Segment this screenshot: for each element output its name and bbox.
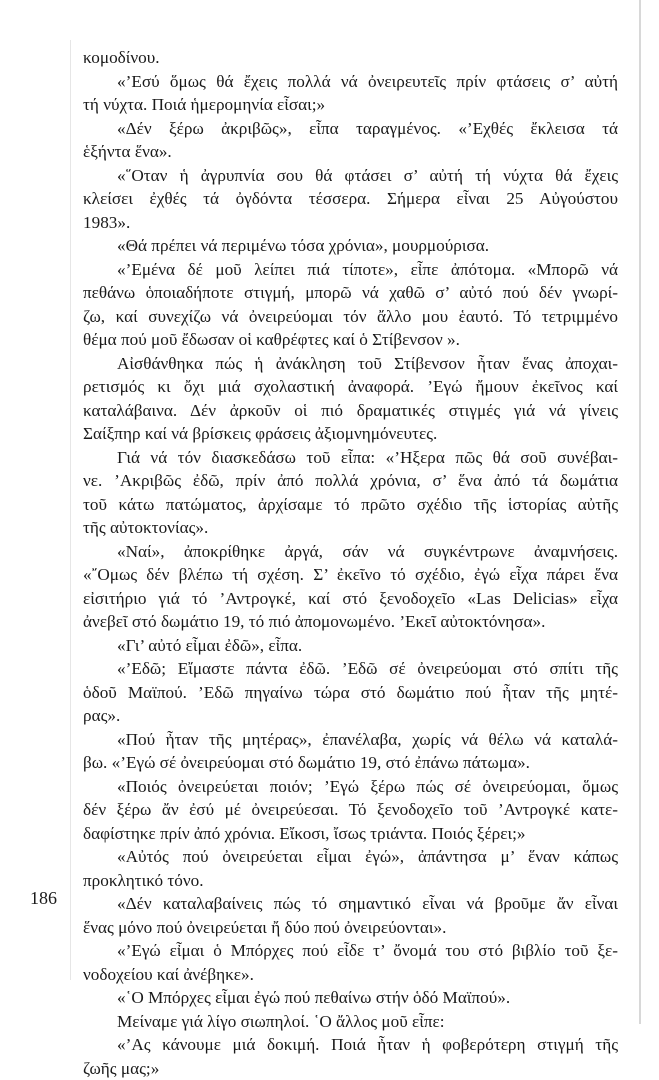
page-number: 186	[30, 888, 57, 909]
text-line: θέμα πού μοῦ ἔδωσαν οἱ καθρέφτες καί ὁ Στίβενσον ».	[83, 328, 618, 352]
text-line: «’Ας κάνουμε μιά δοκιμή. Ποιά ἦταν ἡ φοβερότερη στιγμή τῆς	[83, 1033, 618, 1057]
text-line: κομοδίνου.	[83, 46, 618, 70]
text-line: Σαίξπηρ καί νά βρίσκεις φράσεις ἀξιομνημόνευτες.	[83, 422, 618, 446]
text-line: «’Εσύ ὅμως θά ἔχεις πολλά νά ὀνειρευτεῖς πρίν φτάσεις σ’ αὐτή	[83, 70, 618, 94]
text-line: «Δέν ξέρω ἀκριβῶς», εἶπα ταραγμένος. «’Εχθές ἔκλεισα τά	[83, 117, 618, 141]
text-line: «Δέν καταλαβαίνεις πώς τό σημαντικό εἶναι νά βροῦμε ἄν εἶναι	[83, 892, 618, 916]
text-line: «Αὐτός πού ὀνειρεύεται εἶμαι ἐγώ», ἀπάντησα μ’ ἕναν κάπως	[83, 845, 618, 869]
text-line: δαφίστηκε πρίν ἀπό χρόνια. Εἴκοσι, ἴσως τριάντα. Ποιός ξέρει;»	[83, 822, 618, 846]
text-line: δέν ξέρω ἄν ἐσύ μέ ὀνειρεύεσαι. Τό ξενοδοχεῖο τοῦ ’Αντρογκέ κατε-	[83, 798, 618, 822]
text-line: κλείσει ἐχθές τά ὀγδόντα τέσσερα. Σήμερα εἶναι 25 Αὐγούστου	[83, 187, 618, 211]
text-line: «Πού ἦταν τῆς μητέρας», ἐπανέλαβα, χωρίς νά θέλω νά καταλά-	[83, 728, 618, 752]
text-line: «Γι’ αὐτό εἶμαι ἐδῶ», εἶπα.	[83, 634, 618, 658]
text-line: «῞Οταν ἡ ἀγρυπνία σου θά φτάσει σ’ αὐτή τή νύχτα θά ἔχεις	[83, 164, 618, 188]
text-line: τῆς αὐτοκτονίας».	[83, 516, 618, 540]
text-line: «’Εγώ εἶμαι ὁ Μπόρχες πού εἶδε τ’ ὄνομά του στό βιβλίο τοῦ ξε-	[83, 939, 618, 963]
text-line: ζω, καί συνεχίζω νά ὀνειρεύομαι τόν ἄλλο μου ἑαυτό. Τό τετριμμένο	[83, 305, 618, 329]
text-line: «Θά πρέπει νά περιμένω τόσα χρόνια», μουρμούρισα.	[83, 234, 618, 258]
body-text	[83, 46, 618, 1080]
scan-shadow-left	[70, 40, 71, 980]
text-line: Μείναμε γιά λίγο σιωπηλοί. ῾Ο ἄλλος μοῦ εἶπε:	[83, 1010, 618, 1034]
text-line: 1983».	[83, 211, 618, 235]
text-line: «῾Ο Μπόρχες εἶμαι ἐγώ πού πεθαίνω στήν ὁδό Μαϊπού».	[83, 986, 618, 1010]
text-line: Αἰσθάνθηκα πώς ἡ ἀνάκληση τοῦ Στίβενσον ἦταν ἕνας ἀποχαι-	[83, 352, 618, 376]
text-line: «’Εμένα δέ μοῦ λείπει πιά τίποτε», εἶπε ἀπότομα. «Μπορῶ νά	[83, 258, 618, 282]
text-line: «Ναί», ἀποκρίθηκε ἀργά, σάν νά συγκέντρωνε ἀναμνήσεις.	[83, 540, 618, 564]
text-line: ἕνας μόνο πού ὀνειρεύεται ἤ δύο πού ὀνειρεύονται».	[83, 916, 618, 940]
text-line: «Ποιός ὀνειρεύεται ποιόν; ’Εγώ ξέρω πώς σέ ὀνειρεύομαι, ὅμως	[83, 775, 618, 799]
text-line: πεθάνω ὁποιαδήποτε στιγμή, μπορῶ νά χαθῶ σ’ αὐτό πού δέν γνωρί-	[83, 281, 618, 305]
text-line: ὁδοῦ Μαϊπού. ’Εδῶ πηγαίνω τώρα στό δωμάτιο πού ἦταν τῆς μητέ-	[83, 681, 618, 705]
text-line: τοῦ κάτω πατώματος, ἀρχίσαμε τό πρῶτο σχέδιο τῆς ἱστορίας αὐτῆς	[83, 493, 618, 517]
text-line: νε. ’Ακριβῶς ἐδῶ, πρίν ἀπό πολλά χρόνια, σ’ ἕνα ἀπό τά δωμάτια	[83, 469, 618, 493]
text-line: ρετισμός κι ὄχι μιά σχολαστική ἀναφορά. ’Εγώ ἤμουν ἐκεῖνος καί	[83, 375, 618, 399]
text-line: εἰσιτήριο γιά τό ’Αντρογκέ, καί στό ξενοδοχεῖο «Las Delicias» εἶχα	[83, 587, 618, 611]
text-line: προκλητικό τόνο.	[83, 869, 618, 893]
text-line: ρας».	[83, 704, 618, 728]
text-line: ζωῆς μας;»	[83, 1057, 618, 1080]
text-line: καταλάβαινα. Δέν ἀρκοῦν οἱ πιό δραματικές στιγμές γιά νά γίνεις	[83, 399, 618, 423]
text-line: Γιά νά τόν διασκεδάσω τοῦ εἶπα: «’Ηξερα πῶς θά σοῦ συνέβαι-	[83, 446, 618, 470]
text-line: ἑξήντα ἕνα».	[83, 140, 618, 164]
scan-shadow-right	[639, 0, 641, 1024]
text-line: νοδοχείου καί ἀνέβηκε».	[83, 963, 618, 987]
text-line: βω. «’Εγώ σέ ὀνειρεύομαι στό δωμάτιο 19, στό ἐπάνω πάτωμα».	[83, 751, 618, 775]
text-line: «῎Ομως δέν βλέπω τή σχέση. Σ’ ἐκεῖνο τό σχέδιο, ἐγώ εἶχα πάρει ἕνα	[83, 563, 618, 587]
text-line: τή νύχτα. Ποιά ἡμερομηνία εἶσαι;»	[83, 93, 618, 117]
text-line: «’Εδῶ; Εἴμαστε πάντα ἐδῶ. ’Εδῶ σέ ὀνειρεύομαι στό σπίτι τῆς	[83, 657, 618, 681]
text-line: ἀνεβεῖ στό δωμάτιο 19, τό πιό ἀπομονωμένο. ’Εκεῖ αὐτοκτόνησα».	[83, 610, 618, 634]
